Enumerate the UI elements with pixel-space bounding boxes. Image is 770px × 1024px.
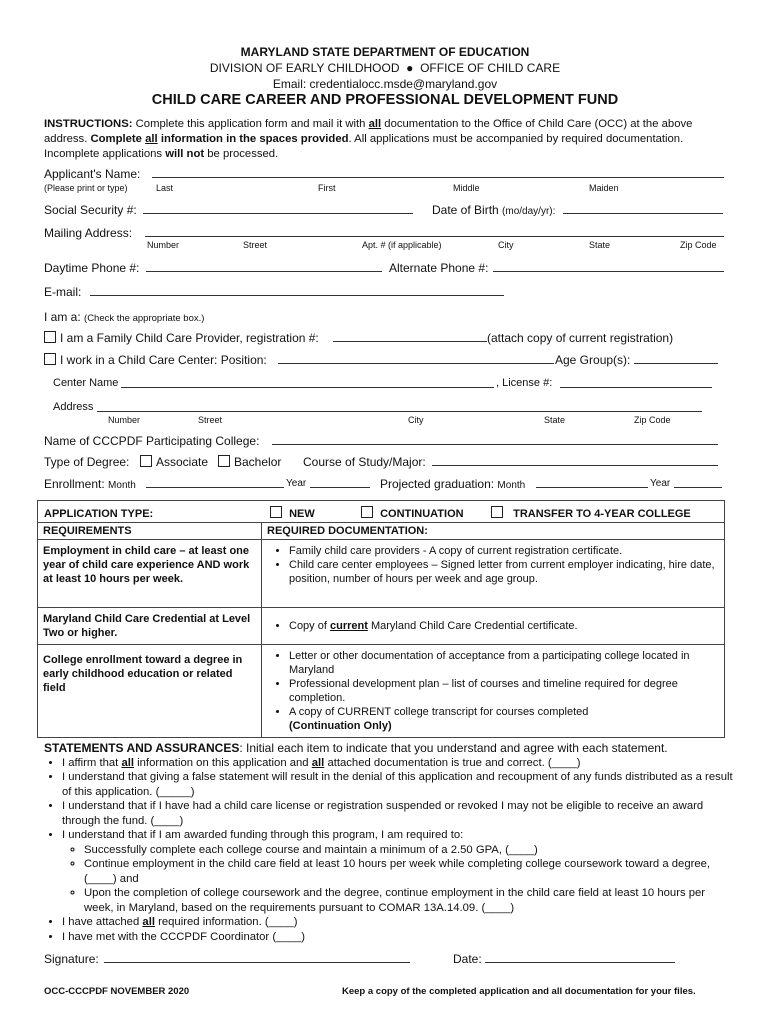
doc-text: Copy of: [289, 620, 327, 632]
center-worker-option: [44, 353, 267, 367]
associate-text: Associate: [156, 455, 209, 469]
doc-emphasis: (Continuation Only): [289, 720, 392, 732]
bachelor-checkbox[interactable]: [218, 455, 230, 467]
table-row: [38, 540, 725, 608]
type-transfer-option: [491, 506, 691, 520]
statement-item: • I understand that giving a false statement will result in the denial of this application and recoupment of any funds distributed as a result of this application. (_____): [62, 770, 734, 799]
ssn-field[interactable]: [143, 201, 413, 214]
center-street-caption: Street: [198, 415, 223, 425]
continuation-text: CONTINUATION: [380, 508, 464, 520]
center-state-caption: State: [544, 415, 566, 425]
enrollment-month-caption: Month: [108, 480, 136, 491]
dob-field[interactable]: [563, 201, 723, 214]
middle-name-caption: Middle: [453, 183, 480, 193]
registration-field[interactable]: [333, 329, 487, 342]
statement-item: • I have met with the CCCPDF Coordinator (____): [62, 930, 734, 945]
keep-copy-note: Keep a copy of the completed application and all documentation for your files.: [342, 986, 696, 997]
bachelor-text: Bachelor: [234, 455, 282, 469]
new-text: NEW: [289, 508, 315, 520]
address-number-caption: Number: [147, 240, 180, 250]
enrollment-year-field[interactable]: [310, 475, 370, 488]
role-note: (Check the appropriate box.): [84, 313, 205, 324]
statement-item: [62, 756, 734, 771]
center-name-field[interactable]: [121, 375, 494, 388]
contact-email: Email: credentialocc.msde@maryland.gov: [272, 77, 498, 91]
date-field[interactable]: [485, 950, 675, 963]
last-name-caption: Last: [156, 183, 174, 193]
print-note: (Please print or type): [44, 183, 128, 193]
address-street-caption: Street: [243, 240, 268, 250]
address-zip-caption: Zip Code: [680, 240, 717, 250]
continuation-checkbox[interactable]: [361, 506, 373, 518]
applicant-name-label: Applicant's Name:: [44, 167, 141, 181]
division-line: [0, 61, 770, 75]
age-group-label: Age Group(s):: [555, 353, 631, 367]
daytime-phone-label: Daytime Phone #:: [44, 261, 140, 275]
transfer-checkbox[interactable]: [491, 506, 503, 518]
transfer-text: TRANSFER TO 4-YEAR COLLEGE: [513, 508, 691, 520]
college-field[interactable]: [272, 432, 718, 445]
enrollment-label-text: Enrollment:: [44, 477, 105, 491]
statement-text: information on this application and: [137, 756, 309, 769]
statement-text: required information. (____): [158, 916, 298, 928]
form-title: CHILD CARE CAREER AND PROFESSIONAL DEVELOPMENT FUND: [151, 92, 619, 108]
list-item: • Letter or other documentation of acceptance from a participating college located in Maryland: [289, 649, 719, 677]
center-name-label: Center Name: [53, 377, 119, 389]
bullet-icon: ●: [406, 61, 414, 75]
statement-subitem: ◦ Successfully complete each college course and maintain a minimum of a 2.50 GPA, (____): [84, 843, 734, 858]
instructions: [44, 117, 734, 162]
instructions-text: be processed.: [207, 148, 279, 160]
email-label: E-mail:: [44, 285, 82, 299]
family-provider-option: [44, 331, 319, 345]
statement-text: attached documentation is true and correct. (____): [327, 756, 581, 769]
college-label: Name of CCCPDF Participating College:: [44, 434, 260, 448]
statement-emphasis: all: [142, 916, 155, 928]
graduation-label-text: Projected graduation:: [380, 477, 495, 491]
daytime-phone-field[interactable]: [146, 259, 382, 272]
statement-subitem: ◦ Continue employment in the child care field at least 10 hours per week while completing college coursework toward a degree, (____) and: [84, 857, 734, 886]
first-name-caption: First: [318, 183, 336, 193]
statements-label: STATEMENTS AND ASSURANCES: [44, 741, 240, 755]
requirement-college: College enrollment toward a degree in early childhood education or related field: [38, 645, 262, 738]
center-address-label: Address: [53, 401, 94, 413]
maiden-name-caption: Maiden: [589, 183, 619, 193]
statement-subitem: ◦ Upon the completion of college coursework and the degree, continue employment in the child care field at least 10 hours per week, in Maryland, based on the requirements pursuant to COMAR 13A.14.09. (____): [84, 886, 734, 915]
requirements-header: REQUIREMENTS: [38, 523, 262, 540]
application-type-label: APPLICATION TYPE:: [44, 508, 154, 520]
documentation-header: REQUIRED DOCUMENTATION:: [262, 523, 725, 540]
requirement-employment: Employment in child care – at least one year of child care experience AND work at least 10 hours per week.: [38, 540, 262, 608]
alternate-phone-label: Alternate Phone #:: [389, 261, 489, 275]
new-checkbox[interactable]: [270, 506, 282, 518]
division-left: DIVISION OF EARLY CHILDHOOD: [209, 61, 400, 75]
instructions-emphasis: information in the spaces provided: [160, 133, 349, 145]
mailing-address-label: Mailing Address:: [44, 226, 133, 240]
list-item: [289, 705, 719, 733]
ssn-label: Social Security #:: [44, 203, 137, 217]
list-item: • Child care center employees – Signed letter from current employer indicating, hire date, position, number of hours per week and age group.: [289, 558, 719, 586]
doc-emphasis: current: [329, 620, 368, 632]
alternate-phone-field[interactable]: [493, 259, 724, 272]
table-header-row: [38, 523, 725, 540]
statements-section: [44, 741, 734, 944]
course-of-study-field[interactable]: [432, 453, 718, 466]
requirement-credential: Maryland Child Care Credential at Level Two or higher.: [38, 608, 262, 645]
table-row: [38, 645, 725, 738]
requirements-table: [37, 522, 725, 738]
applicant-name-field[interactable]: [152, 165, 724, 178]
statement-item: [62, 915, 734, 930]
statement-emphasis: all: [121, 756, 134, 769]
list-item: • Professional development plan – list of courses and timeline required for degree completion.: [289, 677, 719, 705]
statement-emphasis: all: [311, 756, 325, 769]
instructions-text: Complete this application form and mail it with: [135, 118, 366, 130]
date-label: Date:: [453, 952, 482, 966]
license-label: , License #:: [496, 377, 553, 389]
statements-intro: : Initial each item to indicate that you understand and agree with each statement.: [239, 741, 668, 755]
instructions-text: . All applications must be accompanied by required: [348, 133, 603, 145]
instructions-text: above address.: [44, 118, 693, 145]
division-right: OFFICE OF CHILD CARE: [420, 61, 561, 75]
documentation-college: [262, 645, 725, 738]
mailing-address-field[interactable]: [145, 224, 724, 237]
instructions-text: documentation. Incomplete applications: [44, 133, 684, 160]
doc-text: A copy of CURRENT college transcript for courses completed: [289, 706, 589, 718]
enrollment-year-caption: Year: [286, 478, 307, 489]
center-worker-checkbox[interactable]: [44, 353, 56, 365]
role-label-text: I am a:: [44, 310, 81, 324]
instructions-emphasis: will not: [165, 148, 205, 160]
agency-name: MARYLAND STATE DEPARTMENT OF EDUCATION: [240, 45, 530, 59]
enrollment-label: [44, 477, 136, 491]
graduation-month-caption: Month: [497, 480, 526, 491]
instructions-emphasis: Complete: [90, 133, 142, 145]
dob-format: (mo/day/yr):: [502, 206, 556, 217]
position-field[interactable]: [278, 351, 554, 364]
doc-text: Maryland Child Care Credential certificate.: [370, 620, 578, 632]
dob-label-text: Date of Birth: [432, 203, 499, 217]
graduation-year-field[interactable]: [674, 475, 722, 488]
form-id: OCC-CCCPDF NOVEMBER 2020: [44, 986, 190, 997]
instructions-emphasis: all: [145, 133, 158, 145]
statement-item: [62, 828, 734, 915]
instructions-emphasis: all: [368, 118, 382, 130]
degree-bachelor-option: [218, 455, 281, 469]
center-worker-text: I work in a Child Care Center: Position:: [60, 353, 267, 367]
graduation-month-field[interactable]: [536, 475, 648, 488]
address-apt-caption: Apt. # (if applicable): [362, 240, 442, 250]
center-address-field[interactable]: [97, 399, 702, 412]
signature-label: Signature:: [44, 952, 99, 966]
degree-type-label: Type of Degree:: [44, 455, 130, 469]
graduation-label: [380, 477, 525, 491]
center-zip-caption: Zip Code: [634, 415, 671, 425]
statement-text: I affirm that: [62, 756, 119, 769]
list-item: [289, 619, 719, 633]
type-continuation-option: [361, 506, 464, 520]
statements-heading: [44, 741, 734, 756]
documentation-employment: [262, 540, 725, 608]
center-number-caption: Number: [108, 415, 141, 425]
statement-text: I understand that if I am awarded funding through this program, I am required to:: [62, 829, 464, 841]
type-new-option: [270, 506, 315, 520]
dob-label: [432, 203, 555, 217]
center-city-caption: City: [408, 415, 424, 425]
instructions-text: documentation to the Office of Child Care (OCC) at the: [384, 118, 659, 130]
family-provider-checkbox[interactable]: [44, 331, 56, 343]
list-item: • Family child care providers - A copy of current registration certificate.: [289, 544, 719, 558]
statement-text: I have attached: [62, 916, 140, 928]
signature-field[interactable]: [104, 950, 410, 963]
instructions-label: INSTRUCTIONS:: [44, 118, 133, 130]
address-state-caption: State: [589, 240, 611, 250]
statement-item: • I understand that if I have had a child care license or registration suspended or revoked I may not be eligible to receive an award through the fund. (____): [62, 799, 734, 828]
enrollment-month-field[interactable]: [146, 475, 284, 488]
family-provider-text: I am a Family Child Care Provider, registration #:: [60, 331, 319, 345]
table-row: [38, 608, 725, 645]
address-city-caption: City: [498, 240, 514, 250]
documentation-credential: [262, 608, 725, 645]
license-field[interactable]: [560, 375, 712, 388]
email-field[interactable]: [90, 283, 504, 296]
graduation-year-caption: Year: [650, 478, 671, 489]
associate-checkbox[interactable]: [140, 455, 152, 467]
age-group-field[interactable]: [634, 351, 718, 364]
role-label: [44, 310, 204, 324]
degree-associate-option: [140, 455, 208, 469]
course-of-study-label: Course of Study/Major:: [303, 455, 426, 469]
registration-note: (attach copy of current registration): [487, 331, 674, 345]
